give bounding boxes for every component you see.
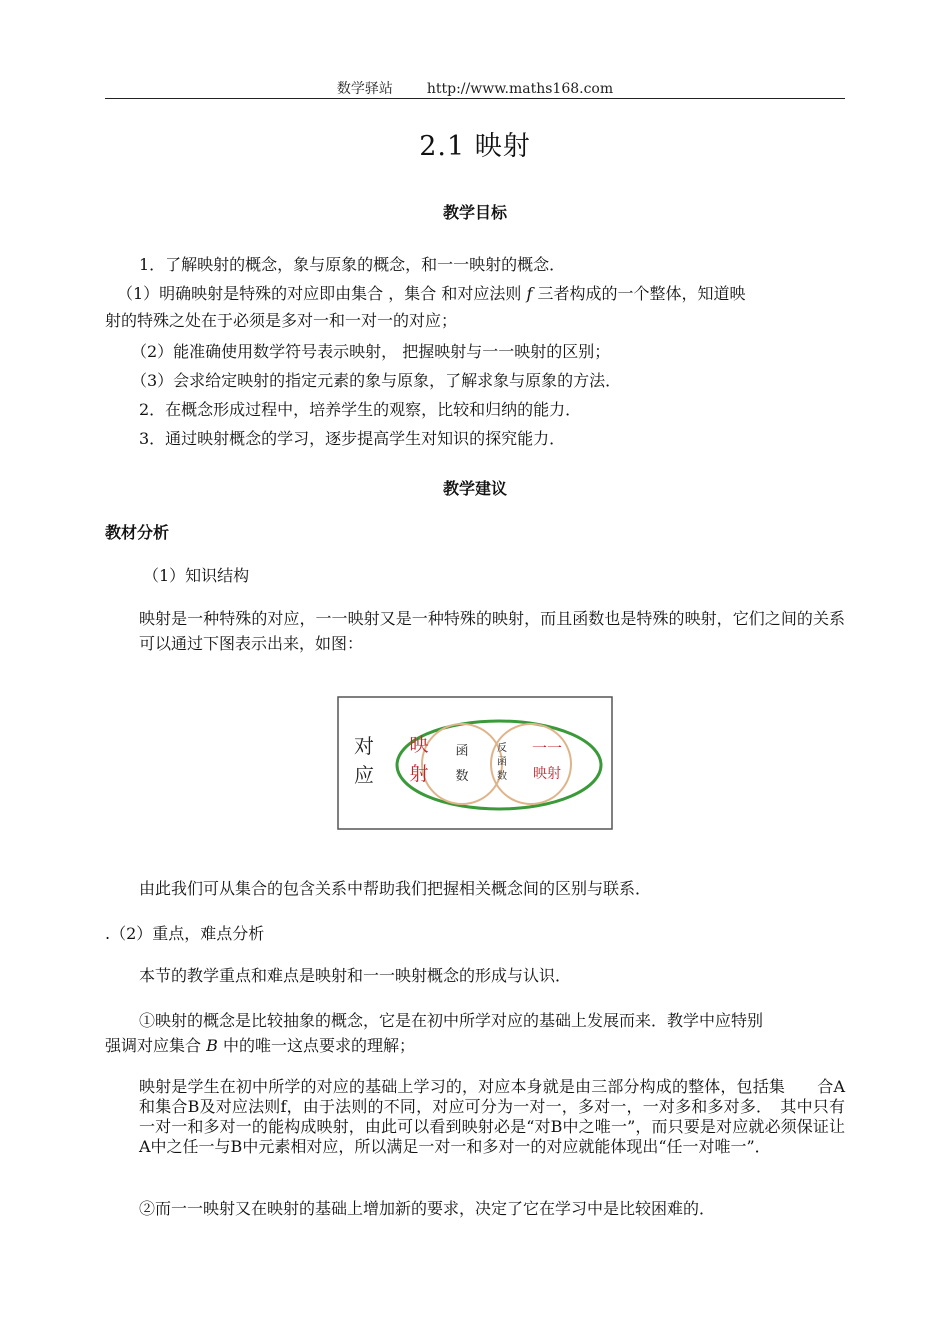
correspondence-label-2: 应 — [354, 763, 374, 787]
point-1-line-1: ①映射的概念是比较抽象的概念，它是在初中所学对应的基础上发展而来．教学中应特别 — [139, 1011, 764, 1030]
mapping-explanation-paragraph: 映射是学生在初中所学的对应的基础上学习的，对应本身就是由三部分构成的整体，包括集 合A和集合B及对应法则f，由于法则的不同，对应可分为一对一，多对一，一对多和多对多． 其中只有一对一和多对一的能构成映射，由此可以看到映射必是“对B中之唯一”，而只要是对应就必须保证让A中之任一与B中元素相对应，所以满足一对一和多对一的对应就能体现出“任一对唯一”． — [139, 1077, 845, 1156]
correspondence-label-1: 对 — [354, 734, 374, 758]
function-label-1: 函 — [455, 744, 469, 759]
objective-item-1-sub-1 — [105, 281, 857, 306]
mapping-label-2: 射 — [409, 763, 429, 785]
mapping-label-1: 映 — [409, 734, 429, 756]
objective-item-3: 3．通过映射概念的学习，逐步提高学生对知识的探究能力． — [139, 429, 566, 448]
objectives-heading: 教学目标 — [442, 203, 507, 222]
header-divider — [105, 98, 845, 99]
objective-sub1-text-b: 三者构成的一个整体，知道映 — [532, 284, 746, 303]
inverse-function-label-1: 反 — [497, 743, 507, 754]
point-1-text-b: 中的唯一这点要求的理解； — [217, 1036, 415, 1055]
point-2-paragraph: ②而一一映射又在映射的基础上增加新的要求，决定了它在学习中是比较困难的． — [139, 1199, 716, 1218]
relation-paragraph: 由此我们可从集合的包含关系中帮助我们把握相关概念间的区别与联系． — [139, 879, 652, 898]
objective-item-1-sub-1-cont: 射的特殊之处在于必须是多对一和一对一的对应； — [105, 311, 458, 330]
objective-item-1-sub-2: （2）能准确使用数学符号表示映射， 把握映射与一一映射的区别； — [131, 342, 611, 361]
bijection-label-1: 一一 — [531, 739, 563, 757]
knowledge-structure-heading: （1）知识结构 — [143, 566, 250, 585]
page-title: 2.1 映射 — [419, 131, 531, 162]
key-points-paragraph: 本节的教学重点和难点是映射和一一映射概念的形成与认识． — [139, 966, 572, 985]
header-url[interactable]: http://www.maths168.com — [426, 81, 614, 97]
inverse-function-label-3: 数 — [497, 771, 507, 782]
point-1-text-a: 强调对应集合 — [105, 1036, 207, 1055]
structure-paragraph: 映射是一种特殊的对应，一一映射又是一种特殊的映射，而且函数也是特殊的映射，它们之间的关系可以通过下图表示出来，如图： — [139, 609, 845, 653]
textbook-analysis-heading: 教材分析 — [105, 523, 170, 542]
objective-item-1-sub-3: （3）会求给定映射的指定元素的象与原象，了解求象与原象的方法． — [131, 371, 622, 390]
point-1-line-2 — [105, 1033, 845, 1058]
bijection-label-2: 映射 — [533, 766, 561, 782]
function-label-2: 数 — [455, 769, 469, 784]
set-b-symbol: B — [206, 1036, 218, 1055]
suggestions-heading: 教学建议 — [442, 479, 507, 498]
rule-f-symbol: f — [526, 284, 533, 303]
objective-item-2: 2．在概念形成过程中，培养学生的观察，比较和归纳的能力． — [139, 400, 582, 419]
concept-relationship-diagram — [337, 696, 613, 830]
objective-item-1: 1．了解映射的概念，象与原象的概念，和一一映射的概念． — [139, 255, 566, 274]
key-difficult-heading: .（2）重点，难点分析 — [105, 924, 265, 943]
objective-sub1-text-a: （1）明确映射是特殊的对应即由集合 ，集合 和对应法则 — [117, 284, 527, 303]
header-site-name: 数学驿站 — [336, 81, 393, 97]
page-header — [0, 78, 950, 98]
inverse-function-label-2: 函 — [497, 757, 507, 768]
